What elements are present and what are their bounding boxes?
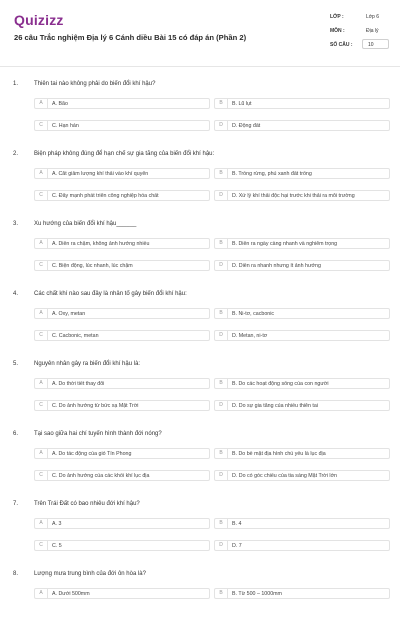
option-text: A. Do thời tiết thay đổi (52, 380, 105, 387)
option-letter: D (215, 401, 228, 410)
option-text: D. 7 (232, 542, 242, 549)
option-letter: C (35, 331, 48, 340)
meta-count-row (330, 42, 392, 56)
class-value: Lớp 6 (366, 14, 380, 20)
question-list (0, 76, 400, 636)
option-b[interactable] (214, 308, 390, 319)
option-text: B. Lũ lụt (232, 100, 252, 107)
question-number: 1. (13, 81, 19, 87)
option-text: A. Oxy, metan (52, 310, 86, 317)
subject-label: MÔN : (330, 28, 345, 34)
option-letter: B (215, 589, 228, 598)
option-letter: B (215, 449, 228, 458)
option-letter: B (215, 239, 228, 248)
option-text: B. Do các hoạt động sống của con người (232, 380, 329, 387)
option-text: A. Cắt giảm lượng khí thải vào khí quyển (52, 170, 149, 177)
option-b[interactable] (214, 448, 390, 459)
option-text: C. Đẩy mạnh phát triển công nghiệp hóa chất (52, 192, 159, 199)
question-number: 3. (13, 221, 19, 227)
option-b[interactable] (214, 378, 390, 389)
question-text: Trên Trái Đất có bao nhiêu đới khí hậu? (34, 501, 140, 507)
option-b[interactable] (214, 238, 390, 249)
question-text: Nguyên nhân gây ra biến đổi khí hậu là: (34, 361, 141, 367)
option-letter: B (215, 169, 228, 178)
option-text: A. 3 (52, 520, 62, 527)
option-letter: A (35, 449, 48, 458)
option-d[interactable] (214, 470, 390, 481)
option-b[interactable] (214, 518, 390, 529)
option-text: C. Do ảnh hưởng từ bức xạ Mặt Trời (52, 402, 139, 409)
option-c[interactable] (34, 470, 210, 481)
option-letter: B (215, 309, 228, 318)
question-number: 4. (13, 291, 19, 297)
option-letter: B (215, 379, 228, 388)
option-c[interactable] (34, 190, 210, 201)
option-letter: A (35, 519, 48, 528)
question-4 (0, 286, 400, 356)
option-letter: B (215, 99, 228, 108)
option-d[interactable] (214, 120, 390, 131)
option-c[interactable] (34, 540, 210, 551)
worksheet-title: 26 câu Trắc nghiệm Địa lý 6 Cánh diều Bài 15 có đáp án (Phần 2) (14, 33, 247, 42)
option-a[interactable] (34, 98, 210, 109)
option-letter: A (35, 99, 48, 108)
option-text: B. Do bề mặt địa hình chủ yếu là lục địa (232, 450, 326, 457)
option-b[interactable] (214, 588, 390, 599)
count-box (362, 39, 389, 49)
option-text: A. Dưới 500mm (52, 590, 90, 597)
option-a[interactable] (34, 588, 210, 599)
question-6 (0, 426, 400, 496)
option-text: D. Metan, ni-tơ (232, 332, 268, 339)
question-text: Biện pháp không đúng để hạn chế sự gia tăng của biến đổi khí hậu: (34, 151, 215, 157)
question-text: Các chất khí nào sau đây là nhân tố gây biến đổi khí hậu: (34, 291, 187, 297)
option-letter: C (35, 121, 48, 130)
question-3 (0, 216, 400, 286)
option-d[interactable] (214, 400, 390, 411)
subject-value: Địa lý (366, 28, 379, 34)
option-letter: D (215, 261, 228, 270)
option-text: C. Cacbonic, metan (52, 332, 99, 339)
option-text: D. Do sự gia tăng của nhiều thiên tai (232, 402, 318, 409)
option-text: B. Trồng rừng, phủ xanh đất trống (232, 170, 312, 177)
option-letter: C (35, 261, 48, 270)
option-letter: A (35, 379, 48, 388)
option-letter: D (215, 541, 228, 550)
option-letter: C (35, 191, 48, 200)
question-text: Xu hướng của biến đổi khí hậu______ (34, 221, 137, 227)
option-letter: C (35, 471, 48, 480)
option-text: D. Động đất (232, 122, 261, 129)
question-7 (0, 496, 400, 566)
option-d[interactable] (214, 330, 390, 341)
option-c[interactable] (34, 400, 210, 411)
count-value: 10 (368, 41, 374, 48)
question-1 (0, 76, 400, 146)
option-a[interactable] (34, 168, 210, 179)
option-b[interactable] (214, 168, 390, 179)
option-letter: C (35, 541, 48, 550)
option-letter: A (35, 309, 48, 318)
question-text: Thiên tai nào không phải do biến đổi khí hậu? (34, 81, 156, 87)
option-letter: D (215, 471, 228, 480)
question-number: 2. (13, 151, 19, 157)
option-text: B. Ni-tơ, cacbonic (232, 310, 275, 317)
option-c[interactable] (34, 120, 210, 131)
option-c[interactable] (34, 260, 210, 271)
option-letter: A (35, 169, 48, 178)
quizizz-logo: Quizizz (14, 12, 64, 28)
meta-class-row (330, 14, 392, 28)
option-c[interactable] (34, 330, 210, 341)
option-text: B. 4 (232, 520, 242, 527)
option-text: C. Hạn hán (52, 122, 79, 129)
question-8 (0, 566, 400, 636)
option-d[interactable] (214, 190, 390, 201)
option-text: B. Từ 500 – 1000mm (232, 590, 282, 597)
option-letter: C (35, 401, 48, 410)
option-b[interactable] (214, 98, 390, 109)
option-letter: B (215, 519, 228, 528)
option-letter: D (215, 191, 228, 200)
option-text: D. Diễn ra nhanh nhưng ít ảnh hưởng (232, 262, 321, 269)
option-a[interactable] (34, 308, 210, 319)
worksheet-meta (330, 14, 392, 56)
option-letter: A (35, 239, 48, 248)
option-text: D. Xử lý khí thải độc hại trước khi thải ra môi trường (232, 192, 355, 199)
question-number: 8. (13, 571, 19, 577)
option-a[interactable] (34, 238, 210, 249)
option-a[interactable] (34, 448, 210, 459)
question-text: Lượng mưa trung bình của đới ôn hòa là? (34, 571, 146, 577)
question-text: Tại sao giữa hai chí tuyến hình thành đới nóng? (34, 431, 162, 437)
question-number: 7. (13, 501, 19, 507)
option-letter: A (35, 589, 48, 598)
count-label: SỐ CÂU : (330, 42, 353, 48)
option-a[interactable] (34, 378, 210, 389)
option-text: D. Do có góc chiếu của tia sáng Mặt Trời lớn (232, 472, 337, 479)
option-text: C. 5 (52, 542, 62, 549)
option-d[interactable] (214, 260, 390, 271)
question-2 (0, 146, 400, 216)
question-number: 6. (13, 431, 19, 437)
option-text: C. Biện động, lúc nhanh, lúc chậm (52, 262, 133, 269)
option-letter: D (215, 121, 228, 130)
option-letter: D (215, 331, 228, 340)
option-text: B. Diễn ra ngày càng nhanh và nghiêm trọng (232, 240, 338, 247)
option-text: A. Do tác động của gió Tín Phong (52, 450, 132, 457)
option-a[interactable] (34, 518, 210, 529)
option-text: A. Diễn ra chậm, không ảnh hưởng nhiều (52, 240, 150, 247)
worksheet-header (0, 0, 400, 67)
option-text: C. Do ảnh hưởng của các khối khí lục địa (52, 472, 150, 479)
option-d[interactable] (214, 540, 390, 551)
class-label: LỚP : (330, 14, 344, 20)
option-text: A. Bão (52, 100, 68, 107)
question-5 (0, 356, 400, 426)
question-number: 5. (13, 361, 19, 367)
